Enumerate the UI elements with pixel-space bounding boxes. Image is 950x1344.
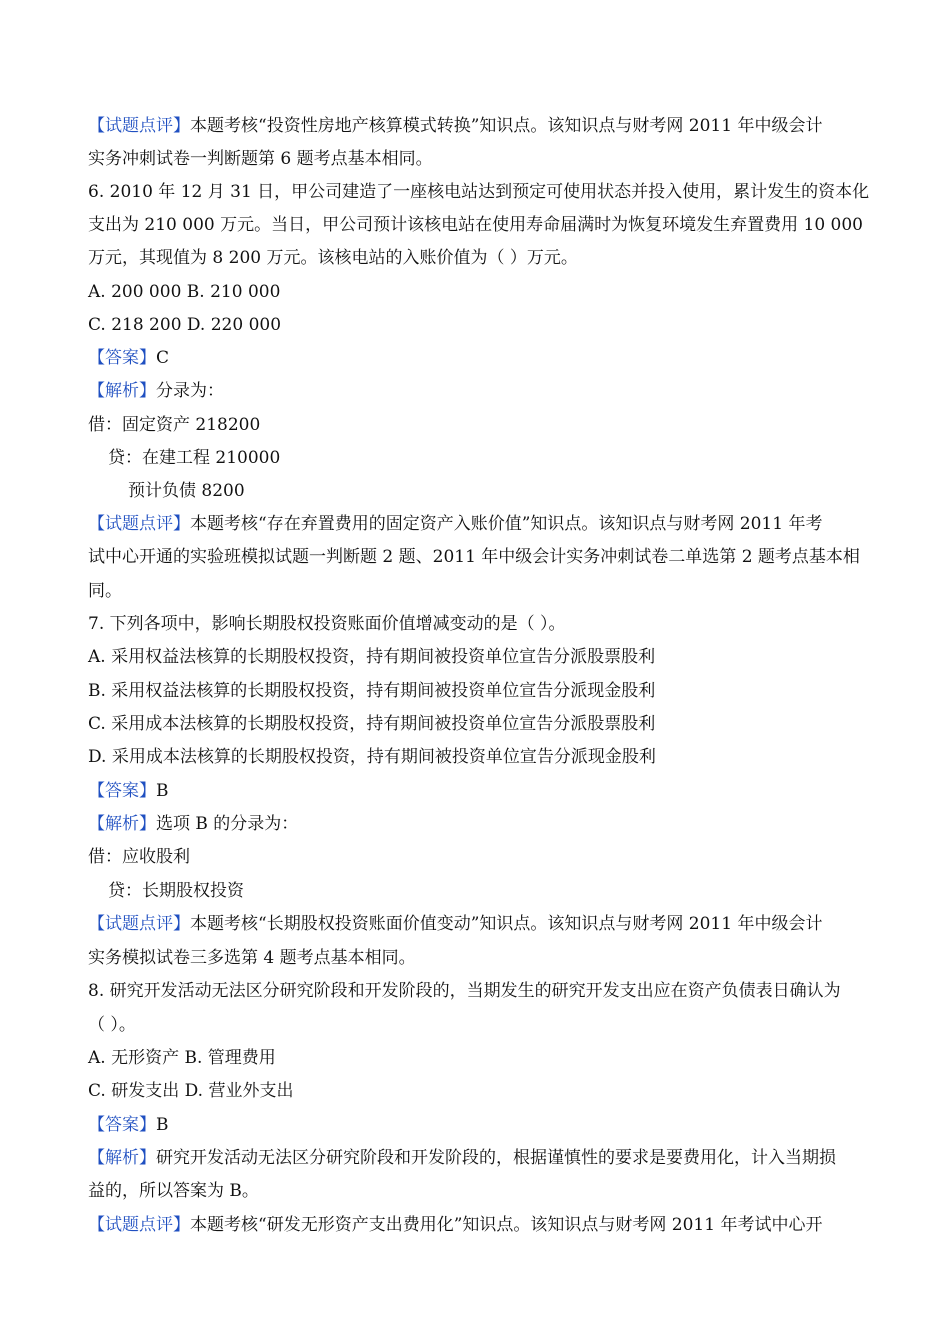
line-text: 本题考核“存在弃置费用的固定资产入账价值”知识点。该知识点与财考网 2011 年考 (190, 514, 823, 534)
line-text: 分录为： (156, 381, 224, 401)
answer-line (88, 348, 169, 368)
line-text: C. 研发支出 D. 营业外支出 (88, 1081, 294, 1101)
comment-line (88, 1215, 822, 1235)
line-text: 借：应收股利 (88, 847, 190, 867)
line-text: 预计负债 8200 (128, 481, 245, 501)
analysis-line (88, 814, 298, 834)
line-text: C. 218 200 D. 220 000 (88, 315, 282, 335)
comment-line (88, 514, 822, 534)
question-6-stem (88, 182, 869, 202)
section-tag: 【答案】 (88, 1115, 156, 1135)
line-text: 支出为 210 000 万元。当日，甲公司预计该核电站在使用寿命届满时为恢复环境发生弃置费用 10 000 (88, 215, 863, 235)
question-8-stem (88, 981, 841, 1001)
answer-line (88, 781, 169, 801)
options-line (88, 315, 281, 335)
line (88, 149, 433, 169)
line-text: 同。 (88, 581, 122, 601)
line-text: D. 采用成本法核算的长期股权投资，持有期间被投资单位宣告分派现金股利 (88, 747, 656, 767)
journal-entry-line (108, 881, 244, 901)
option-line (88, 714, 655, 734)
section-tag: 【试题点评】 (88, 514, 190, 534)
line (88, 948, 416, 968)
line-text: A. 无形资产 B. 管理费用 (88, 1048, 276, 1068)
option-line (88, 747, 656, 767)
section-tag: 【试题点评】 (88, 914, 190, 934)
line (88, 581, 122, 601)
journal-entry-line (128, 481, 245, 501)
line-text: 本题考核“研发无形资产支出费用化”知识点。该知识点与财考网 2011 年考试中心开 (190, 1215, 823, 1235)
line-text: 7. 下列各项中，影响长期股权投资账面价值增减变动的是（ ）。 (88, 614, 566, 634)
line-text: 试中心开通的实验班模拟试题一判断题 2 题、2011 年中级会计实务冲刺试卷二单选第 2 题考点基本相 (88, 547, 860, 567)
line-text: 贷：长期股权投资 (108, 881, 244, 901)
line-text: A. 200 000 B. 210 000 (88, 282, 281, 302)
section-tag: 【解析】 (88, 381, 156, 401)
section-tag: 【试题点评】 (88, 116, 190, 136)
line-text: 实务模拟试卷三多选第 4 题考点基本相同。 (88, 948, 416, 968)
line-text: A. 采用权益法核算的长期股权投资，持有期间被投资单位宣告分派股票股利 (88, 647, 656, 667)
options-line (88, 1081, 293, 1101)
analysis-line (88, 1148, 836, 1168)
line-text: C (156, 348, 170, 368)
line-text: 6. 2010 年 12 月 31 日，甲公司建造了一座核电站达到预定可使用状态并投入使用，累计发生的资本化 (88, 182, 870, 202)
journal-entry-line (88, 847, 190, 867)
option-line (88, 681, 655, 701)
section-tag: 【试题点评】 (88, 1215, 190, 1235)
line (88, 1015, 136, 1035)
options-line (88, 282, 280, 302)
section-tag: 【解析】 (88, 1148, 156, 1168)
journal-entry-line (88, 415, 260, 435)
line-text: 贷：在建工程 210000 (108, 448, 281, 468)
journal-entry-line (108, 448, 280, 468)
section-tag: 【答案】 (88, 348, 156, 368)
analysis-line (88, 381, 224, 401)
line-text: 实务冲刺试卷一判断题第 6 题考点基本相同。 (88, 149, 433, 169)
line (88, 547, 860, 567)
section-tag: 【答案】 (88, 781, 156, 801)
line-text: 本题考核“投资性房地产核算模式转换”知识点。该知识点与财考网 2011 年中级会计 (190, 116, 823, 136)
line-text: 选项 B 的分录为： (156, 814, 299, 834)
line-text: （ ）。 (88, 1015, 136, 1035)
line-text: B. 采用权益法核算的长期股权投资，持有期间被投资单位宣告分派现金股利 (88, 681, 656, 701)
line-text: 本题考核“长期股权投资账面价值变动”知识点。该知识点与财考网 2011 年中级会计 (190, 914, 823, 934)
question-7-stem (88, 614, 566, 634)
line-text: 益的，所以答案为 B。 (88, 1181, 259, 1201)
section-tag: 【解析】 (88, 814, 156, 834)
answer-line (88, 1115, 169, 1135)
line-text: B (156, 781, 169, 801)
line-text: C. 采用成本法核算的长期股权投资，持有期间被投资单位宣告分派股票股利 (88, 714, 656, 734)
line-text: 万元，其现值为 8 200 万元。该核电站的入账价值为（ ）万元。 (88, 248, 578, 268)
line (88, 116, 822, 136)
line-text: B (156, 1115, 169, 1135)
line (88, 1181, 259, 1201)
options-line (88, 1048, 276, 1068)
line-text: 研究开发活动无法区分研究阶段和开发阶段的，根据谨慎性的要求是要费用化，计入当期损 (156, 1148, 836, 1168)
line-text: 借：固定资产 218200 (88, 415, 261, 435)
comment-line (88, 914, 822, 934)
line-text: 8. 研究开发活动无法区分研究阶段和开发阶段的，当期发生的研究开发支出应在资产负债表日确认为 (88, 981, 841, 1001)
line (88, 215, 863, 235)
option-line (88, 647, 655, 667)
line (88, 248, 578, 268)
